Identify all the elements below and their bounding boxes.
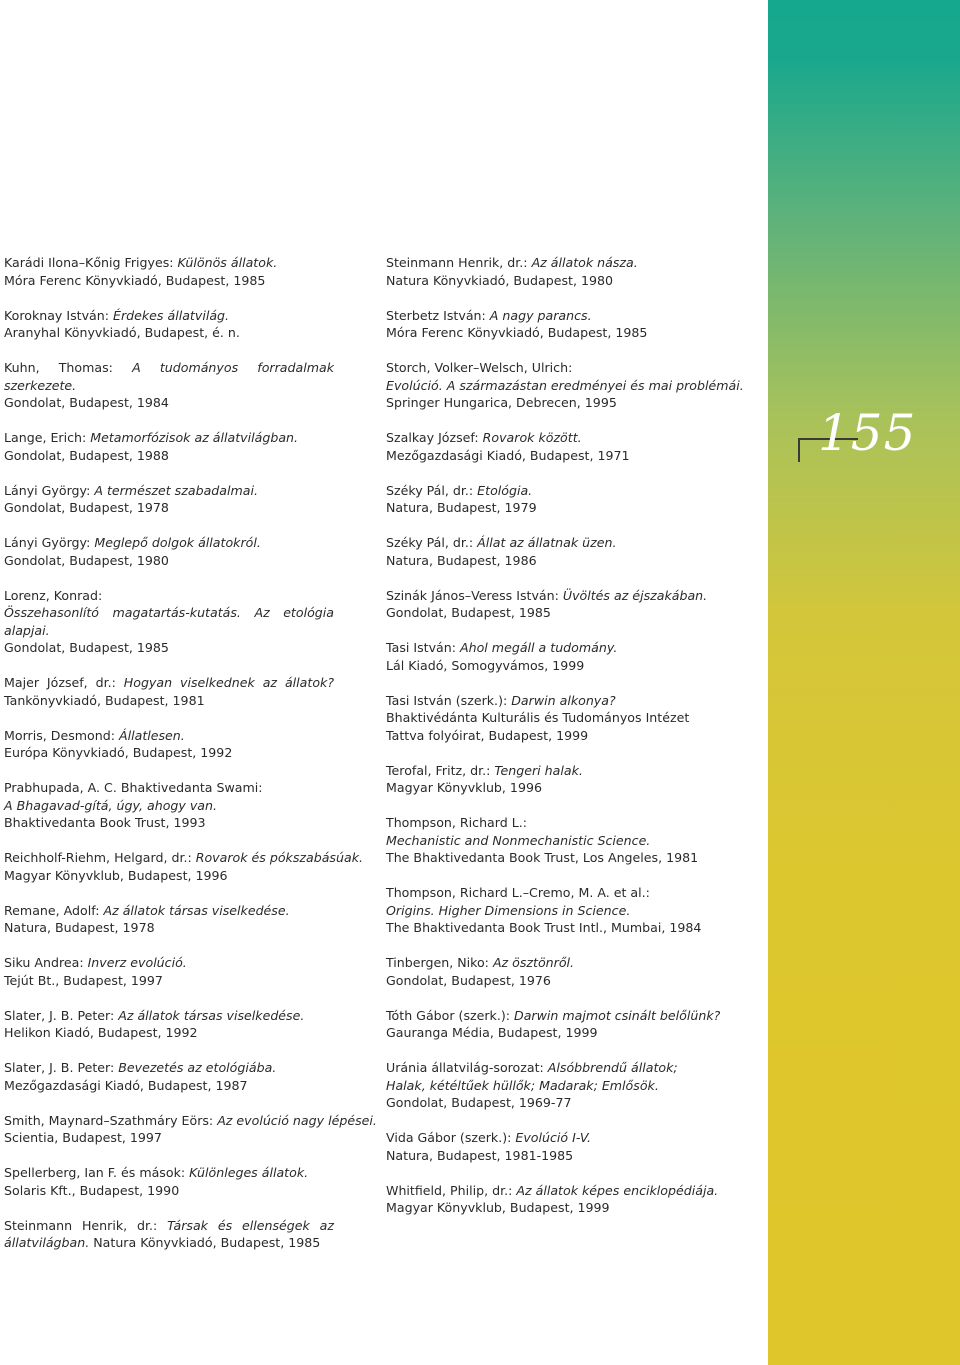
entry-title: Alsóbbrendű állatok;	[547, 1060, 678, 1075]
entry-line	[386, 1147, 761, 1165]
entry-line	[4, 1024, 334, 1042]
entry-line	[386, 1182, 761, 1200]
entry-text: Gauranga Média, Budapest, 1999	[386, 1025, 598, 1040]
bibliography-entry	[386, 1182, 761, 1217]
entry-text: Natura Könyvkiadó, Budapest, 1980	[386, 272, 614, 288]
entry-line	[386, 447, 761, 465]
entry-line	[386, 307, 761, 325]
entry-line	[386, 1024, 761, 1042]
page-number: 155	[818, 404, 917, 462]
entry-line	[386, 499, 761, 517]
entry-line	[386, 849, 761, 867]
entry-text: Magyar Könyvklub, Budapest, 1999	[386, 1200, 610, 1215]
entry-line	[4, 499, 334, 517]
entry-line	[386, 884, 761, 902]
entry-text: The Bhaktivedanta Book Trust Intl., Mumbai, 1984	[386, 920, 702, 935]
entry-line	[4, 639, 334, 657]
bibliography-entry	[4, 727, 334, 762]
entry-line	[4, 849, 363, 867]
bibliography-entry	[4, 482, 334, 517]
entry-line	[4, 919, 334, 937]
entry-text: Gondolat, Budapest, 1988	[4, 447, 169, 463]
entry-text: Thompson, Richard L.:	[386, 815, 527, 830]
entry-text: Gondolat, Budapest, 1976	[386, 972, 551, 988]
entry-title: Az ösztönről.	[492, 955, 575, 970]
entry-title: Különleges állatok.	[189, 1165, 309, 1180]
entry-text: Tattva folyóirat, Budapest, 1999	[386, 727, 589, 743]
entry-line	[386, 709, 761, 727]
entry-line	[4, 534, 334, 552]
entry-title: Az állatok képes enciklopédiája.	[516, 1182, 719, 1198]
entry-line	[4, 867, 334, 885]
entry-text: Prabhupada, A. C. Bhaktivedanta Swami:	[4, 780, 263, 795]
entry-text: Bhaktivédánta Kulturális és Tudományos Intézet	[386, 710, 690, 725]
entry-text: Morris, Desmond:	[4, 727, 119, 743]
entry-text: Gondolat, Budapest, 1984	[4, 395, 169, 410]
entry-text: Terofal, Fritz, dr.:	[386, 762, 495, 778]
entry-line	[4, 692, 334, 710]
entry-title: A tudományos forradalmak szerkezete.	[4, 360, 334, 393]
entry-title: Etológia.	[477, 482, 533, 498]
entry-line	[4, 972, 334, 990]
bibliography-entry	[386, 1059, 761, 1112]
entry-title: Állat az állatnak üzen.	[477, 535, 617, 550]
entry-text: Lange, Erich:	[4, 430, 91, 445]
entry-title: Rovarok és pókszabásúak.	[195, 850, 363, 865]
bibliography-entry	[386, 814, 761, 867]
bibliography-entry	[4, 254, 334, 289]
entry-text: Magyar Könyvklub, 1996	[386, 780, 542, 795]
entry-line	[386, 954, 761, 972]
entry-text: Helikon Kiadó, Budapest, 1992	[4, 1025, 198, 1040]
entry-text: Mezőgazdasági Kiadó, Budapest, 1971	[386, 447, 630, 463]
bibliography-entry	[386, 1129, 761, 1164]
entry-text: Tankönyvkiadó, Budapest, 1981	[4, 692, 205, 708]
entry-text: Solaris Kft., Budapest, 1990	[4, 1182, 180, 1198]
entry-text: Tasi István (szerk.):	[386, 692, 512, 708]
entry-line	[386, 482, 761, 500]
entry-line	[4, 254, 334, 272]
entry-line	[386, 692, 761, 710]
entry-text: Slater, J. B. Peter:	[4, 1007, 119, 1023]
entry-text: Siku Andrea:	[4, 955, 88, 970]
entry-text: The Bhaktivedanta Book Trust, Los Angeles, 1981	[386, 850, 699, 865]
entry-text: Lányi György:	[4, 535, 95, 550]
entry-line	[386, 639, 761, 657]
bibliography-entry	[4, 902, 334, 937]
entry-line	[386, 1199, 761, 1217]
entry-line	[4, 307, 334, 325]
entry-text: Storch, Volker–Welsch, Ulrich:	[386, 360, 573, 375]
bibliography-entry	[386, 954, 761, 989]
entry-title: Evolúció I-V.	[515, 1130, 592, 1145]
bibliography-entry	[4, 954, 334, 989]
entry-text: Slater, J. B. Peter:	[4, 1060, 119, 1075]
bibliography-entry	[4, 779, 334, 832]
entry-title: Üvöltés az éjszakában.	[562, 587, 708, 603]
entry-line	[4, 394, 334, 412]
entry-line	[386, 762, 761, 780]
entry-text: Vida Gábor (szerk.):	[386, 1130, 516, 1145]
entry-line	[386, 1077, 761, 1095]
entry-line	[386, 272, 761, 290]
entry-text: Sterbetz István:	[386, 307, 490, 323]
entry-title: Érdekes állatvilág.	[113, 307, 230, 323]
entry-line	[386, 902, 761, 920]
entry-text: Kuhn, Thomas:	[4, 360, 133, 375]
entry-line	[386, 919, 761, 937]
bibliography-entry	[386, 359, 761, 412]
entry-text: Karádi Ilona–Kőnig Frigyes:	[4, 255, 178, 270]
bibliography-entry	[4, 849, 363, 884]
entry-text: Mezőgazdasági Kiadó, Budapest, 1987	[4, 1077, 248, 1093]
bibliography-entry	[4, 429, 334, 464]
entry-line	[4, 1129, 334, 1147]
entry-title: Az evolúció nagy lépései.	[217, 1112, 377, 1128]
entry-line	[4, 272, 334, 290]
entry-text: Széky Pál, dr.:	[386, 535, 478, 550]
entry-line	[4, 429, 334, 447]
entry-text: Európa Könyvkiadó, Budapest, 1992	[4, 745, 233, 760]
entry-line	[4, 1077, 334, 1095]
entry-line	[4, 797, 334, 815]
entry-text: Móra Ferenc Könyvkiadó, Budapest, 1985	[386, 325, 648, 340]
entry-line	[4, 954, 334, 972]
entry-text: Szinák János–Veress István:	[386, 587, 563, 603]
entry-line	[386, 727, 761, 745]
entry-line	[4, 1182, 334, 1200]
entry-text: Bhaktivedanta Book Trust, 1993	[4, 815, 206, 830]
entry-line	[4, 587, 334, 605]
entry-line	[386, 1129, 761, 1147]
entry-line	[4, 1234, 334, 1252]
entry-text: Lorenz, Konrad:	[4, 587, 103, 603]
entry-title: Állatlesen.	[118, 727, 185, 743]
entry-text: Thompson, Richard L.–Cremo, M. A. et al.:	[386, 885, 650, 900]
bibliography-entry	[386, 307, 761, 342]
entry-text: Gondolat, Budapest, 1969-77	[386, 1095, 572, 1110]
entry-line	[386, 587, 761, 605]
entry-text: Scientia, Budapest, 1997	[4, 1130, 162, 1145]
entry-title: Darwin alkonya?	[511, 692, 616, 708]
entry-title: Darwin majmot csinált belőlünk?	[514, 1007, 721, 1023]
entry-line	[4, 902, 334, 920]
entry-text: Aranyhal Könyvkiadó, Budapest, é. n.	[4, 325, 240, 340]
entry-line	[4, 604, 334, 639]
entry-line	[4, 552, 334, 570]
entry-line	[386, 394, 761, 412]
entry-line	[4, 1164, 334, 1182]
entry-line	[386, 534, 761, 552]
entry-text: Tejút Bt., Budapest, 1997	[4, 972, 163, 988]
entry-line	[386, 377, 761, 395]
entry-line	[4, 1059, 334, 1077]
entry-line	[4, 779, 334, 797]
entry-text: Spellerberg, Ian F. és mások:	[4, 1165, 190, 1180]
entry-text: Smith, Maynard–Szathmáry Eörs:	[4, 1112, 218, 1128]
entry-text: Natura, Budapest, 1981-1985	[386, 1147, 574, 1163]
bibliography-column-left	[4, 254, 377, 1269]
entry-title: Az állatok társas viselkedése.	[103, 902, 290, 918]
entry-title: Origins. Higher Dimensions in Science.	[386, 902, 631, 918]
entry-text: Natura Könyvkiadó, Budapest, 1985	[89, 1235, 321, 1250]
bibliography-entry	[386, 639, 761, 674]
entry-line	[386, 1094, 761, 1112]
entry-text: Szalkay József:	[386, 430, 483, 445]
entry-title: Evolúció. A származástan eredményei és mai problémái.	[386, 377, 744, 393]
bibliography-entry	[4, 534, 334, 569]
entry-line	[4, 359, 334, 394]
entry-text: Koroknay István:	[4, 307, 114, 323]
entry-title: Mechanistic and Nonmechanistic Science.	[386, 832, 651, 848]
entry-text: Móra Ferenc Könyvkiadó, Budapest, 1985	[4, 272, 266, 288]
entry-title: Az állatok társas viselkedése.	[118, 1007, 305, 1023]
bibliography-entry	[386, 254, 761, 289]
entry-text: Lányi György:	[4, 482, 95, 498]
bibliography-column-right	[386, 254, 761, 1234]
entry-text: Whitfield, Philip, dr.:	[386, 1182, 517, 1198]
bibliography-entry	[4, 1112, 377, 1147]
entry-text: Tóth Gábor (szerk.):	[386, 1007, 515, 1023]
entry-text: Uránia állatvilág-sorozat:	[386, 1060, 548, 1075]
bibliography-entry	[4, 674, 334, 709]
entry-text: Natura, Budapest, 1978	[4, 920, 155, 935]
entry-title: Halak, kétéltűek hüllők; Madarak; Emlősök.	[386, 1077, 659, 1093]
entry-line	[4, 727, 334, 745]
entry-title: Ahol megáll a tudomány.	[460, 640, 618, 655]
entry-text: Gondolat, Budapest, 1985	[4, 640, 169, 655]
bibliography-entry	[4, 1164, 334, 1199]
entry-text: Steinmann Henrik, dr.:	[386, 255, 532, 270]
entry-line	[4, 1112, 377, 1130]
bibliography-entry	[4, 587, 334, 657]
entry-text: Gondolat, Budapest, 1978	[4, 500, 169, 515]
bibliography-entry	[4, 359, 334, 412]
entry-title: Különös állatok.	[177, 255, 278, 270]
entry-text: Natura, Budapest, 1979	[386, 500, 537, 515]
entry-line	[386, 324, 761, 342]
entry-line	[4, 744, 334, 762]
entry-text: Tinbergen, Niko:	[386, 955, 493, 970]
entry-line	[4, 482, 334, 500]
entry-line	[386, 1007, 761, 1025]
entry-line	[386, 657, 761, 675]
bibliography-entry	[4, 1007, 334, 1042]
entry-title: A nagy parancs.	[489, 307, 592, 323]
entry-text: Natura, Budapest, 1986	[386, 552, 537, 568]
bibliography-entry	[386, 762, 761, 797]
entry-title: Az állatok nászа.	[531, 255, 638, 270]
entry-title: Metamorfózisok az állatvilágban.	[90, 430, 299, 445]
entry-line	[386, 604, 761, 622]
entry-line	[386, 814, 761, 832]
entry-text: Gondolat, Budapest, 1985	[386, 605, 551, 620]
entry-title: Rovarok között.	[482, 430, 582, 445]
entry-title: Meglepő dolgok állatokról.	[94, 535, 261, 550]
bibliography-entry	[386, 534, 761, 569]
bibliography-entry	[386, 884, 761, 937]
bibliography-entry	[386, 587, 761, 622]
entry-text: Gondolat, Budapest, 1980	[4, 552, 169, 568]
entry-line	[386, 1059, 761, 1077]
entry-text: Reichholf-Riehm, Helgard, dr.:	[4, 850, 196, 865]
entry-title: állatvilágban.	[4, 1235, 90, 1250]
bibliography-entry	[386, 692, 761, 745]
entry-text: Széky Pál, dr.:	[386, 482, 478, 498]
entry-text: Springer Hungarica, Debrecen, 1995	[386, 395, 617, 410]
entry-line	[386, 972, 761, 990]
entry-title: Összehasonlító magatartás-kutatás. Az etológia alapjai.	[4, 605, 334, 638]
entry-line	[386, 254, 761, 272]
bibliography-entry	[4, 307, 334, 342]
entry-text: Magyar Könyvklub, Budapest, 1996	[4, 867, 228, 883]
entry-line	[4, 1007, 334, 1025]
bibliography-entry	[4, 1217, 334, 1252]
entry-text: Steinmann Henrik, dr.:	[4, 1217, 168, 1233]
color-sidebar	[768, 0, 960, 1365]
entry-line	[386, 832, 761, 850]
entry-line	[4, 1217, 334, 1235]
entry-title: Inverz evolúció.	[87, 955, 187, 970]
entry-line	[4, 324, 334, 342]
entry-title: Tengeri halak.	[494, 762, 583, 778]
bibliography-entry	[386, 429, 761, 464]
entry-title: A Bhagavad-gítá, úgy, ahogy van.	[4, 797, 217, 813]
entry-title: Bevezetés az etológiába.	[118, 1060, 277, 1075]
entry-title: Társak és ellenségek az	[167, 1217, 334, 1233]
entry-text: Lál Kiadó, Somogyvámos, 1999	[386, 657, 585, 673]
bibliography-entry	[386, 1007, 761, 1042]
entry-line	[386, 359, 761, 377]
entry-line	[386, 779, 761, 797]
entry-line	[386, 429, 761, 447]
entry-text: Majer József, dr.:	[4, 675, 124, 690]
entry-line	[4, 674, 334, 692]
bibliography-entry	[4, 1059, 334, 1094]
entry-title: Hogyan viselkednek az állatok?	[123, 675, 334, 690]
entry-text: Remane, Adolf:	[4, 902, 104, 918]
entry-line	[4, 814, 334, 832]
entry-text: Tasi István:	[386, 640, 460, 655]
entry-line	[386, 552, 761, 570]
entry-line	[4, 447, 334, 465]
bibliography-entry	[386, 482, 761, 517]
entry-title: A természet szabadalmai.	[94, 482, 258, 498]
